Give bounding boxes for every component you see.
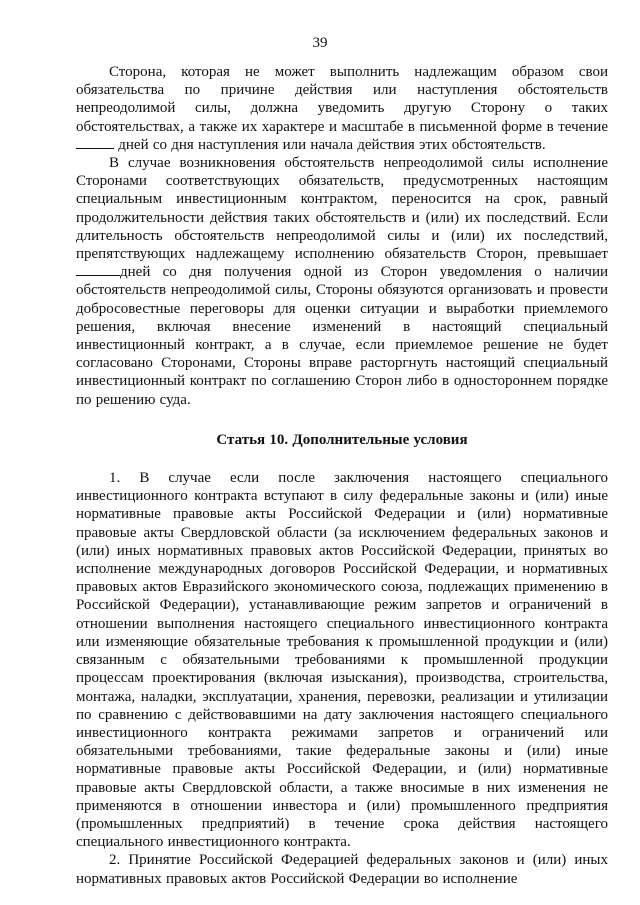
paragraph-text: Сторона, которая не может выполнить надлежащим образом свои обязательства по причине действия или наступления обстоятельств непреодолимой силы, должна уведомить другую Сторону о таких обстоятельствах, а также их характере и масштабе в письменной форме в течение xyxy=(76,64,608,135)
blank-field-days xyxy=(76,263,120,276)
document-body xyxy=(76,63,608,888)
paragraph-clause-1: 1. В случае если после заключения настоящего специального инвестиционного контракта вступают в силу федеральные законы и (или) иные нормативные правовые акты Российской Федерации и (или) нормативные правовые акты Свердловской области (за исключением федеральных законов и (или) иных нормативных правовых актов Российской Федерации, принятых во исполнение международных договоров Российской Федерации, и нормативных правовых актов Евразийского экономического союза, подлежащих применению в Российской Федерации), устанавливающие режим запретов и ограничений в отношении выполнения настоящего специального инвестиционного контракта или изменяющие обязательные требования к промышленной продукции и (или) связанным с обязательными требованиями к промышленной продукции процессам проектирования (включая изыскания), производства, строительства, монтажа, наладки, эксплуатации, хранения, перевозки, реализации и утилизации по сравнению с действовавшими на дату заключения настоящего специального инвестиционного контракта режимами запретов и ограничений или обязательными требованиями, такие федеральные законы и (или) иные нормативные правовые акты Российской Федерации, и (или) нормативные правовые акты Свердловской области, а также вносимые в них изменения не применяются в отношении инвестора и (или) промышленного предприятия (промышленных предприятий) в течение срока действия настоящего специального инвестиционного контракта. xyxy=(76,470,608,851)
paragraph-text: дней со дня получения одной из Сторон уведомления о наличии обстоятельств непреодолимой силы, Стороны обязуются организовать и провести добросовестные переговоры для оценки ситуации и выработки приемлемого решения, включая внесение изменений в настоящий специальный инвестиционный контракт, а в случае, если приемлемое решение не будет согласовано Сторонами, Стороны вправе расторгнуть настоящий специальный инвестиционный контракт по соглашению Сторон либо в одностороннем порядке по решению суда. xyxy=(76,264,608,408)
blank-field-days xyxy=(76,136,114,149)
paragraph-clause-2: 2. Принятие Российской Федерацией федеральных законов и (или) иных нормативных правовых актов Российской Федерации во исполнение xyxy=(76,852,608,887)
paragraph-text: дней со дня наступления или начала действия этих обстоятельств. xyxy=(114,136,546,153)
article-heading: Статья 10. Дополнительные условия xyxy=(216,431,468,448)
paragraph-notification xyxy=(76,63,608,154)
paragraph-text: В случае возникновения обстоятельств непреодолимой силы исполнение Сторонами соответствующих обязательств, предусмотренных настоящим специальным инвестиционным контрактом, переносится на срок, равный продолжительности действия таких обстоятельств и (или) их последствий. Если длительность обстоятельств непреодолимой силы и (или) их последствий, препятствующих надлежащему исполнению обязательств Сторон, превышает xyxy=(76,155,608,263)
paragraph-force-majeure xyxy=(76,154,608,409)
page-number: 39 xyxy=(312,35,328,51)
